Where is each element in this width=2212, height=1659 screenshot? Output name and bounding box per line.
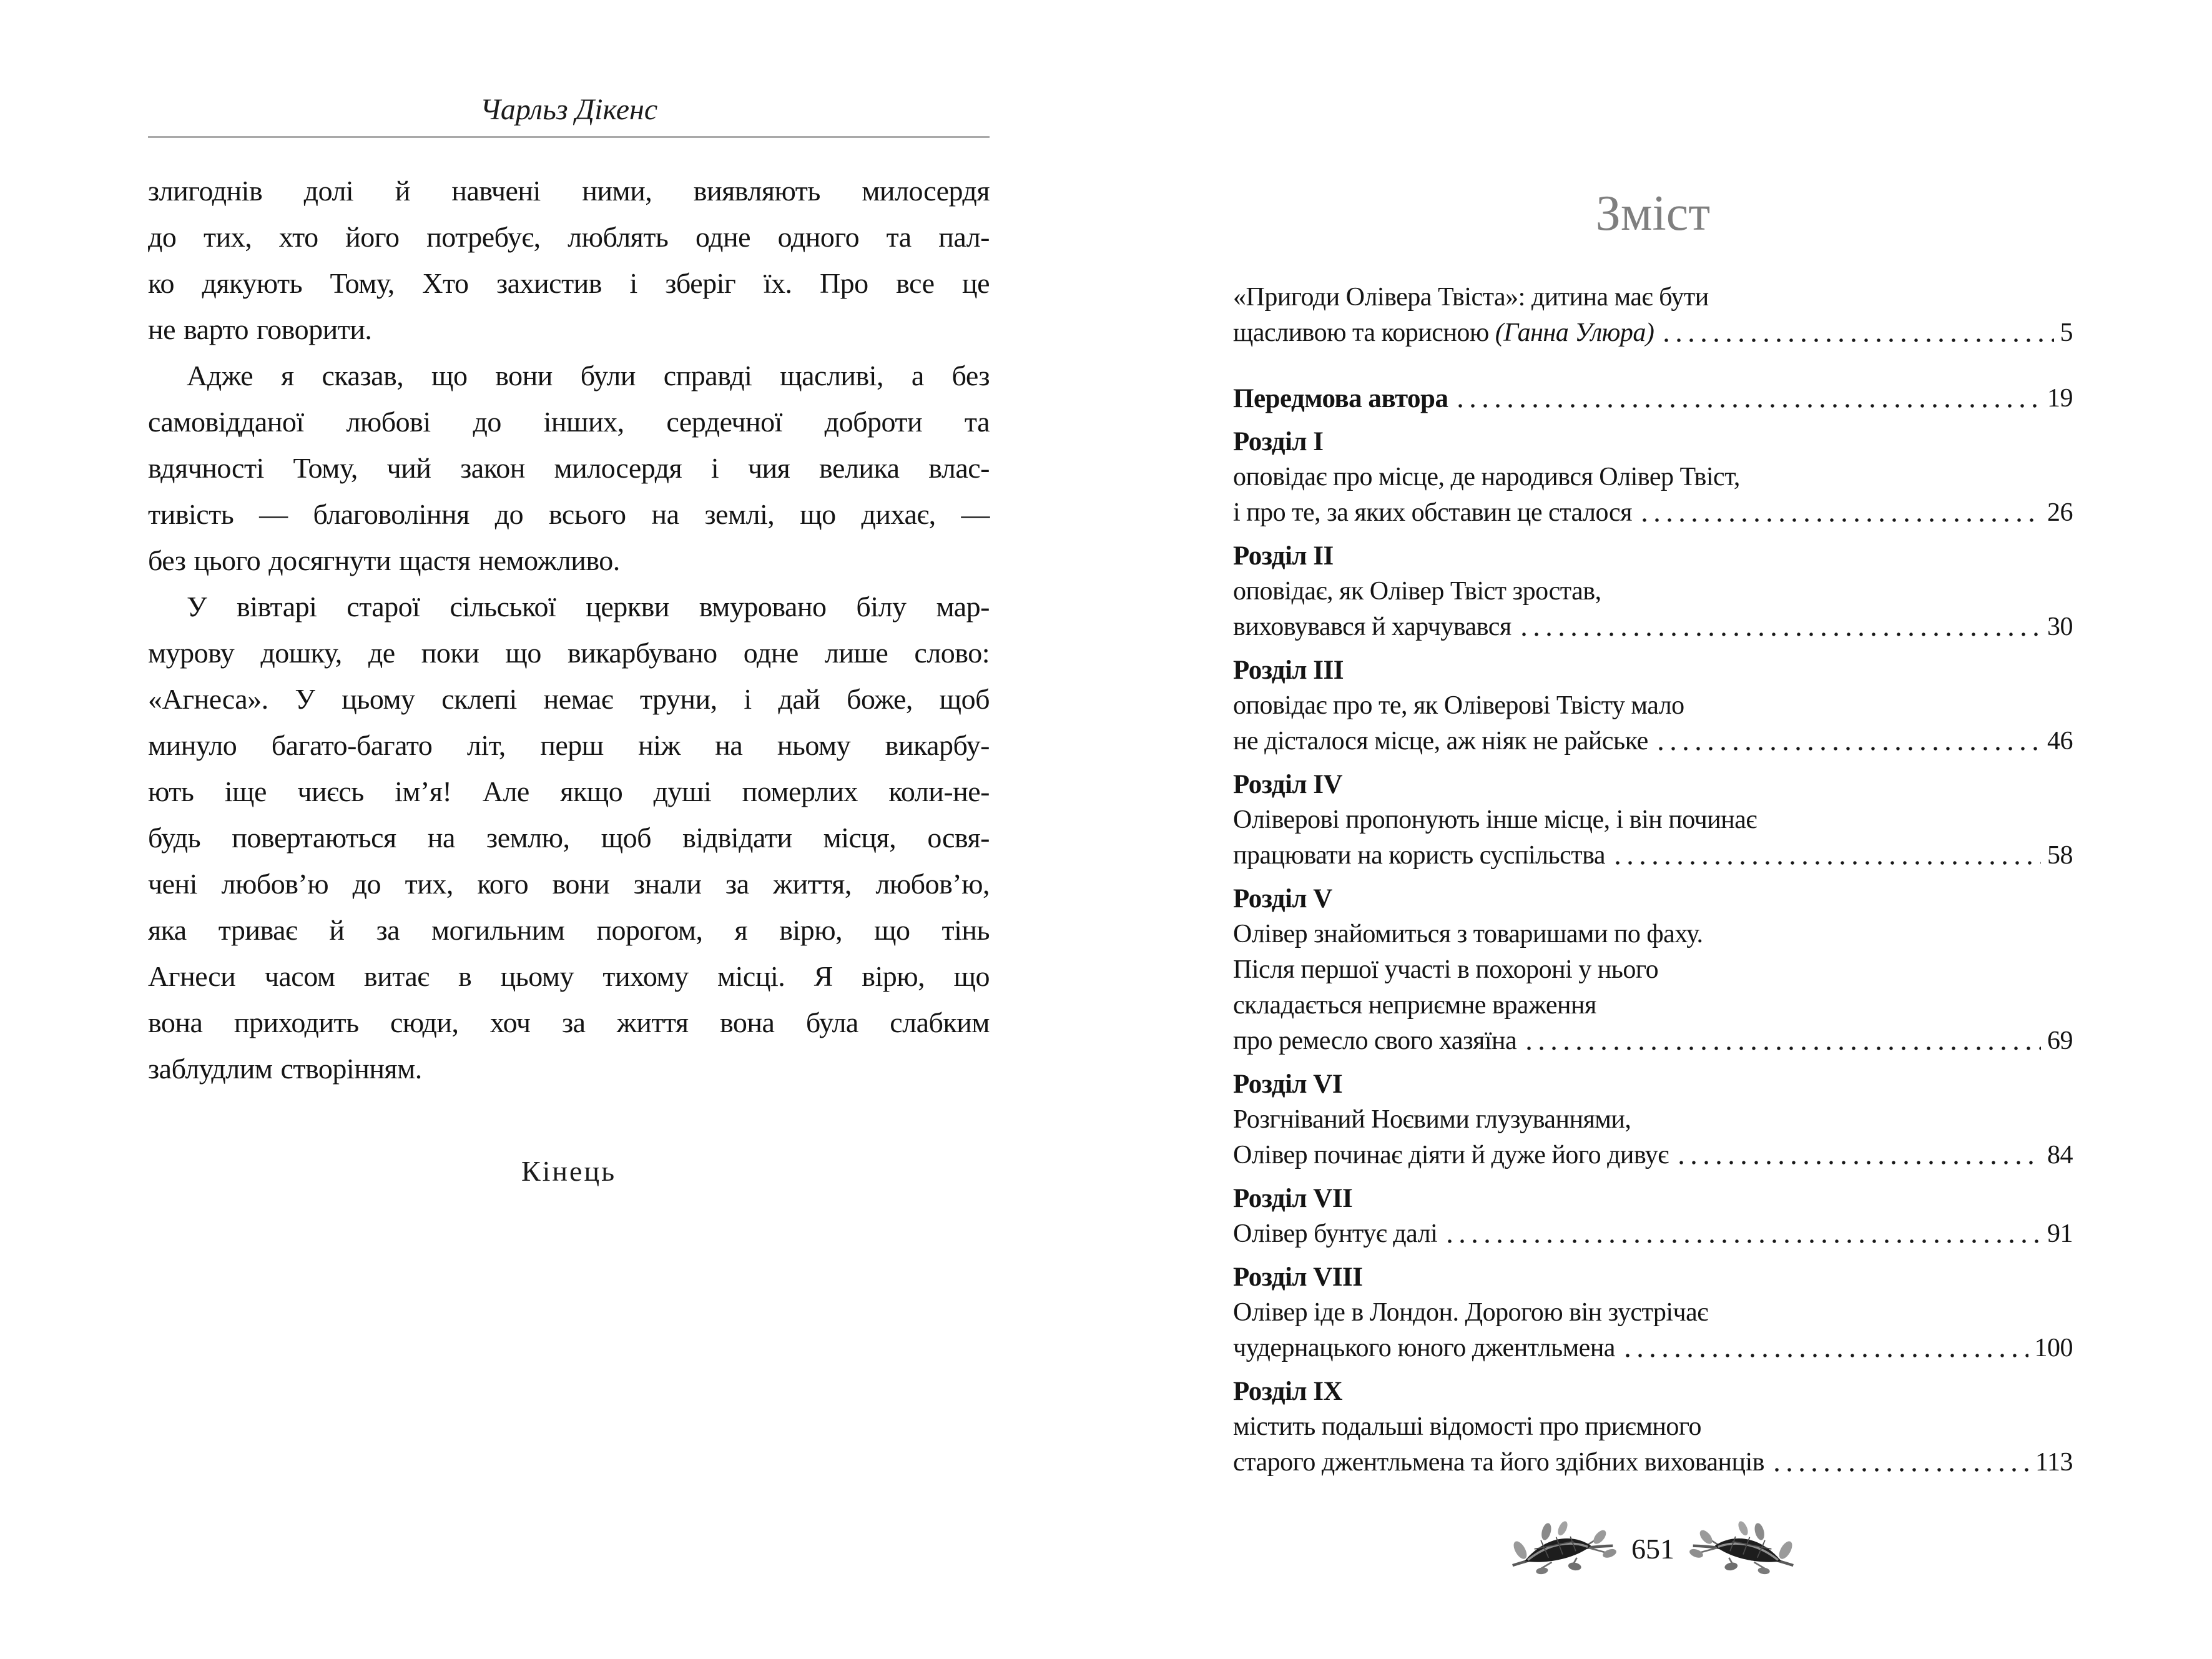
toc-entry: [1233, 1066, 2073, 1173]
toc-chapter-heading: [1233, 1259, 2073, 1295]
toc-line-text-plain: чудернацького юного джентльмена: [1233, 1334, 1615, 1362]
body-line: самовідданої любові до інших, сердечної доброти та: [148, 406, 990, 438]
toc-list: [1233, 280, 2073, 1480]
body-line: мурову дошку, де поки що викарбувано одне лише слово:: [148, 637, 990, 669]
toc-line-text-plain: Олівер починає діяти й дуже його дивує: [1233, 1141, 1669, 1169]
body-line: до тих, хто його потребує, люблять одне одного та пал-: [148, 221, 990, 253]
toc-line-text: [1233, 495, 1632, 531]
toc-line-text-plain: Олівер бунтує далі: [1233, 1219, 1438, 1248]
toc-line-text-plain: оповідає, як Олівер Твіст зростав,: [1233, 577, 1601, 606]
running-header: Чарльз Дікенс: [479, 93, 658, 126]
dot-leader: [1611, 838, 2041, 874]
toc-page-number: 26: [2047, 498, 2073, 527]
leaf-ornament-right-icon: [1688, 1519, 1798, 1578]
toc-line: [1233, 838, 2073, 874]
toc-line: [1233, 609, 2073, 645]
toc-line: [1233, 315, 2073, 351]
the-end-label: Кінець: [521, 1155, 617, 1187]
toc-line-text-plain: Розгніваний Ноєвими глузуваннями,: [1233, 1105, 1631, 1134]
dot-leader: [1660, 315, 2053, 351]
toc-line-text: [1233, 280, 1709, 315]
toc-line-text-plain: виховувався й харчувався: [1233, 613, 1512, 641]
toc-chapter-heading: [1233, 538, 2073, 574]
toc-line-text: [1233, 460, 1740, 495]
body-paragraphs: [148, 168, 990, 1092]
toc-line: [1233, 574, 2073, 609]
toc-line: [1233, 1331, 2073, 1366]
toc-line: [1233, 1295, 2073, 1331]
body-line: злигоднів долі й навчені ними, виявляють милосердя: [148, 175, 990, 207]
toc-line-text-plain: містить подальші відомості про приємного: [1233, 1412, 1702, 1441]
right-page: [1233, 186, 2073, 1480]
toc-line: [1233, 724, 2073, 759]
toc-chapter-title: Розділ VII: [1233, 1184, 1353, 1213]
toc-line: [1233, 1216, 2073, 1252]
header-rule: [148, 136, 990, 138]
toc-line-text: [1233, 574, 1601, 609]
toc-chapter-title: Розділ IX: [1233, 1377, 1343, 1406]
toc-line-text-plain: оповідає про місце, де народився Олівер Твіст,: [1233, 463, 1740, 491]
body-line: У вівтарі старої сільської церкви вмуровано білу мар-: [187, 591, 990, 623]
toc-line-text: [1233, 1138, 1669, 1173]
dot-leader: [1675, 1138, 2041, 1173]
toc-line-text: [1233, 1409, 1701, 1445]
toc-line-text-plain: Олівер знайомиться з товаришами по фаху.: [1233, 920, 1703, 948]
toc-line-text: [1233, 1023, 1516, 1059]
toc-page-number: 5: [2060, 318, 2073, 347]
toc-line-text-plain: оповідає про те, як Оліверові Твісту мало: [1233, 691, 1684, 720]
body-line: ють іще чиєсь ім’я! Але якщо душі померлих коли-не-: [148, 775, 990, 807]
toc-line-text-plain: не дісталося місце, аж ніяк не райське: [1233, 727, 1648, 756]
body-line: не варто говорити.: [148, 313, 372, 345]
toc-line-text: [1233, 802, 1757, 838]
toc-line-text: [1233, 1445, 1764, 1480]
toc-page-number: 69: [2047, 1026, 2073, 1055]
toc-line-text-plain: складається неприємне враження: [1233, 991, 1596, 1020]
toc-line: [1233, 917, 2073, 952]
toc-title: Зміст: [1595, 186, 1711, 241]
body-line: ко дякують Тому, Хто захистив і зберіг їх. Про все це: [148, 267, 990, 299]
toc-line-text: [1233, 917, 1703, 952]
toc-entry: [1233, 1181, 2073, 1252]
toc-chapter-heading: [1233, 881, 2073, 917]
dot-leader: [1638, 495, 2041, 531]
toc-chapter-title: Розділ II: [1233, 541, 1334, 571]
toc-line-text: [1233, 838, 1605, 874]
toc-chapter-title: Передмова автора: [1233, 384, 1448, 413]
toc-page-number: 113: [2035, 1448, 2073, 1477]
toc-page-number: 46: [2047, 727, 2073, 756]
dot-leader: [1518, 609, 2041, 645]
toc-chapter-heading: [1233, 1181, 2073, 1216]
toc-line-text: [1233, 1102, 1631, 1138]
toc-line-text-plain: і про те, за яких обставин це сталося: [1233, 498, 1632, 527]
body-line: Агнеси часом витає в цьому тихому місці. Я вірю, що: [148, 960, 990, 992]
toc-line: [1233, 460, 2073, 495]
toc-line-text-plain: працювати на користь суспільства: [1233, 841, 1606, 870]
toc-line-text: [1233, 1216, 1437, 1252]
toc-page-number: 100: [2034, 1334, 2073, 1362]
toc-chapter-title: Розділ I: [1233, 427, 1324, 456]
toc-line-text: [1233, 724, 1648, 759]
toc-chapter-title: Розділ VI: [1233, 1070, 1343, 1099]
toc-line: [1233, 952, 2073, 988]
dot-leader: [1443, 1216, 2041, 1252]
body-line: заблудлим створінням.: [148, 1053, 422, 1085]
toc-chapter-heading: [1233, 424, 2073, 460]
body-line: Адже я сказав, що вони були справді щасливі, а без: [187, 360, 990, 391]
toc-entry: [1233, 424, 2073, 531]
toc-chapter-heading: [1233, 1066, 2073, 1102]
toc-line-text-plain: «Пригоди Олівера Твіста»: дитина має бути: [1233, 283, 1709, 312]
toc-page-number: 30: [2047, 613, 2073, 641]
toc-line: [1233, 1445, 2073, 1480]
toc-entry: [1233, 1374, 2073, 1480]
toc-page-number: 19: [2047, 384, 2073, 413]
toc-line-text-plain: про ремесло свого хазяїна: [1233, 1026, 1517, 1055]
toc-page-number: 58: [2047, 841, 2073, 870]
leaf-ornament-left-icon: [1508, 1519, 1618, 1578]
toc-line: [1233, 495, 2073, 531]
toc-entry: [1233, 538, 2073, 645]
toc-page-number: 84: [2047, 1141, 2073, 1169]
body-line: минуло багато-багато літ, перш ніж на ньому викарбу-: [148, 729, 990, 761]
toc-line: [1233, 988, 2073, 1023]
toc-line-text-plain: Олівер іде в Лондон. Дорогою він зустрічає: [1233, 1298, 1708, 1327]
toc-line-text: [1233, 688, 1684, 724]
toc-entry: [1233, 381, 2073, 416]
toc-line: [1233, 1409, 2073, 1445]
toc-line: [1233, 1023, 2073, 1059]
toc-line-text: [1233, 952, 1658, 988]
toc-entry: [1233, 280, 2073, 351]
dot-leader: [1454, 381, 2041, 416]
toc-chapter-heading: [1233, 652, 2073, 688]
left-page: [148, 92, 990, 1188]
toc-chapter-title: Розділ V: [1233, 884, 1332, 913]
toc-line-text-italic: (Ганна Улюра): [1495, 318, 1654, 347]
toc-entry: [1233, 881, 2073, 1059]
toc-entry: [1233, 767, 2073, 874]
toc-line-text: [1233, 609, 1512, 645]
body-line: тивість — благовоління до всього на землі, що дихає, —: [148, 498, 990, 530]
toc-line: [1233, 1102, 2073, 1138]
toc-line-text: [1233, 988, 1596, 1023]
body-line: вдячності Тому, чий закон милосердя і чия велика влас-: [148, 452, 990, 484]
toc-chapter-heading: [1233, 1374, 2073, 1409]
toc-chapter-title: Розділ VIII: [1233, 1263, 1363, 1292]
toc-line-text-plain: Після першої участі в похороні у нього: [1233, 955, 1659, 984]
toc-line-text: [1233, 1331, 1615, 1366]
toc-line: [1233, 688, 2073, 724]
toc-line-text-plain: щасливою та корисною: [1233, 318, 1495, 347]
dot-leader: [1523, 1023, 2041, 1059]
toc-line: [1233, 1138, 2073, 1173]
toc-chapter-title: Розділ III: [1233, 656, 1344, 685]
folio-row: [1233, 1519, 2073, 1578]
toc-chapter-heading: [1233, 767, 2073, 802]
toc-line-text: [1233, 315, 1654, 351]
toc-line: [1233, 280, 2073, 315]
toc-line-text-plain: Оліверові пропонують інше місце, і він починає: [1233, 805, 1757, 834]
toc-entry: [1233, 652, 2073, 759]
toc-chapter-title: Розділ IV: [1233, 770, 1343, 799]
body-line: вона приходить сюди, хоч за життя вона була слабким: [148, 1007, 990, 1038]
toc-line-text-plain: старого джентльмена та його здібних вихованців: [1233, 1448, 1764, 1477]
body-line: будь повертаються на землю, щоб відвідати місця, освя-: [148, 822, 990, 854]
dot-leader: [1771, 1445, 2029, 1480]
toc-line: [1233, 802, 2073, 838]
toc-chapter-heading: [1233, 381, 2073, 416]
body-line: «Агнеса». У цьому склепі немає труни, і дай боже, щоб: [148, 683, 990, 715]
body-line: яка триває й за могильним порогом, я вірю, що тінь: [148, 914, 990, 946]
book-page-number: 651: [1631, 1532, 1674, 1565]
body-line: чені любов’ю до тих, кого вони знали за життя, любов’ю,: [148, 868, 990, 900]
dot-leader: [1621, 1331, 2028, 1366]
body-line: без цього досягнути щастя неможливо.: [148, 544, 620, 576]
toc-page-number: 91: [2047, 1219, 2073, 1248]
toc-entry: [1233, 1259, 2073, 1366]
dot-leader: [1654, 724, 2041, 759]
toc-line-text: [1233, 1295, 1708, 1331]
